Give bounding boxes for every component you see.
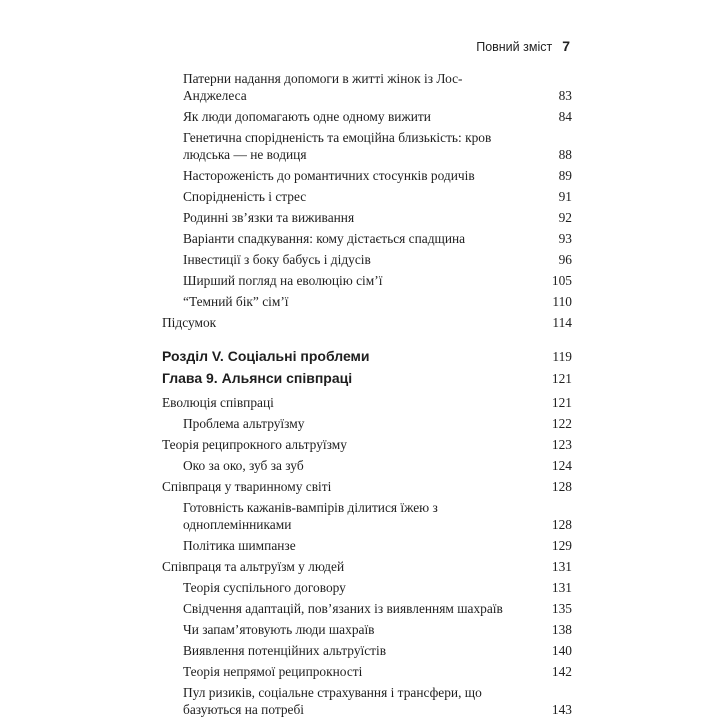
- running-head: [476, 38, 570, 54]
- toc-entry-title: Пул ризиків, соціальне страхування і трансфери, що базуються на потребі: [183, 685, 482, 717]
- toc-entry-title: Генетична спорідненість та емоційна близькість: кров людська — не водиця: [183, 130, 492, 162]
- toc-entry-title: Готовність кажанів-вампірів ділитися їжею з одноплемінниками: [183, 500, 438, 532]
- toc-entry: [162, 188, 572, 205]
- toc-entry-page: 128: [551, 517, 572, 532]
- toc-entry-title: Співпраця у тваринному світі: [162, 479, 332, 494]
- toc-entry-title: Теорія реципрокного альтруїзму: [162, 437, 347, 452]
- toc-entry: [162, 209, 572, 226]
- toc-entry-page: 143: [551, 702, 572, 717]
- toc-entry: [162, 70, 572, 104]
- toc-entry-page: 122: [551, 416, 572, 431]
- toc-entry-page: 92: [558, 210, 572, 225]
- section-title: Повний зміст: [476, 40, 553, 54]
- toc-entry-title: Теорія непрямої реципрокності: [183, 664, 363, 679]
- toc-entry-page: 96: [558, 252, 572, 267]
- toc-entry-title: Еволюція співпраці: [162, 395, 274, 410]
- toc-entry: [162, 499, 572, 533]
- toc-part-heading: [162, 348, 572, 365]
- toc-entry: [162, 478, 572, 495]
- toc-entry-title: Око за око, зуб за зуб: [183, 458, 304, 473]
- toc-entry-title: Ширший погляд на еволюцію сім’ї: [183, 273, 383, 288]
- toc-entry-title: Родинні зв’язки та виживання: [183, 210, 355, 225]
- toc-entry-title: Варіанти спадкування: кому дістається спадщина: [183, 231, 466, 246]
- toc-entry-title: Політика шимпанзе: [183, 538, 296, 553]
- toc-entry-title: Теорія суспільного договору: [183, 580, 346, 595]
- toc-entry-page: 121: [551, 371, 572, 386]
- toc-entry-page: 110: [552, 294, 572, 309]
- toc-entry: [162, 663, 572, 680]
- toc-entry: [162, 230, 572, 247]
- toc-entry: [162, 293, 572, 310]
- toc-entry-page: 135: [551, 601, 572, 616]
- folio-number: 7: [562, 38, 570, 54]
- table-of-contents: [162, 70, 572, 718]
- toc-entry: [162, 457, 572, 474]
- toc-entry: [162, 436, 572, 453]
- toc-entry-page: 83: [558, 88, 572, 103]
- toc-chapter-heading: [162, 370, 572, 387]
- toc-entry-title: Інвестиції з боку бабусь і дідусів: [183, 252, 371, 267]
- toc-entry-page: 114: [552, 315, 572, 330]
- toc-entry-page: 84: [558, 109, 572, 124]
- toc-entry-page: 128: [551, 479, 572, 494]
- toc-entry: [162, 642, 572, 659]
- toc-entry-title: Виявлення потенційних альтруїстів: [183, 643, 387, 658]
- toc-entry-title: “Темний бік” сім’ї: [183, 294, 289, 309]
- toc-entry-title: Розділ V. Соціальні проблеми: [162, 348, 370, 364]
- toc-entry-page: 142: [551, 664, 572, 679]
- toc-entry-page: 121: [551, 395, 572, 410]
- toc-entry: [162, 684, 572, 718]
- toc-entry-title: Співпраця та альтруїзм у людей: [162, 559, 345, 574]
- toc-entry-title: Як люди допомагають одне одному вижити: [183, 109, 431, 124]
- toc-entry-page: 131: [551, 580, 572, 595]
- toc-entry: [162, 558, 572, 575]
- toc-entry: [162, 394, 572, 411]
- toc-entry: [162, 167, 572, 184]
- toc-entry: [162, 579, 572, 596]
- toc-entry-page: 88: [558, 147, 572, 162]
- toc-entry-title: Патерни надання допомоги в житті жінок із Лос-Анджелеса: [183, 71, 463, 103]
- toc-entry: [162, 600, 572, 617]
- toc-entry-page: 105: [551, 273, 572, 288]
- toc-entry-title: Проблема альтруїзму: [183, 416, 305, 431]
- toc-entry: [162, 108, 572, 125]
- toc-entry-page: 140: [551, 643, 572, 658]
- toc-entry-page: 93: [558, 231, 572, 246]
- toc-entry-page: 124: [551, 458, 572, 473]
- toc-entry: [162, 537, 572, 554]
- toc-entry: [162, 621, 572, 638]
- toc-entry: [162, 314, 572, 331]
- toc-entry-page: 119: [552, 349, 572, 364]
- toc-entry-page: 123: [551, 437, 572, 452]
- toc-entry: [162, 129, 572, 163]
- toc-entry: [162, 415, 572, 432]
- toc-entry-title: Спорідненість і стрес: [183, 189, 307, 204]
- toc-entry-title: Свідчення адаптацій, пов’язаних із виявленням шахраїв: [183, 601, 503, 616]
- toc-entry: [162, 272, 572, 289]
- toc-entry-page: 91: [558, 189, 572, 204]
- toc-entry-title: Настороженість до романтичних стосунків родичів: [183, 168, 475, 183]
- toc-entry: [162, 251, 572, 268]
- toc-entry-page: 131: [551, 559, 572, 574]
- toc-entry-title: Чи запам’ятовують люди шахраїв: [183, 622, 375, 637]
- toc-entry-page: 129: [551, 538, 572, 553]
- toc-entry-page: 89: [558, 168, 572, 183]
- toc-entry-page: 138: [551, 622, 572, 637]
- toc-entry-title: Глава 9. Альянси співпраці: [162, 370, 353, 386]
- toc-entry-title: Підсумок: [162, 315, 217, 330]
